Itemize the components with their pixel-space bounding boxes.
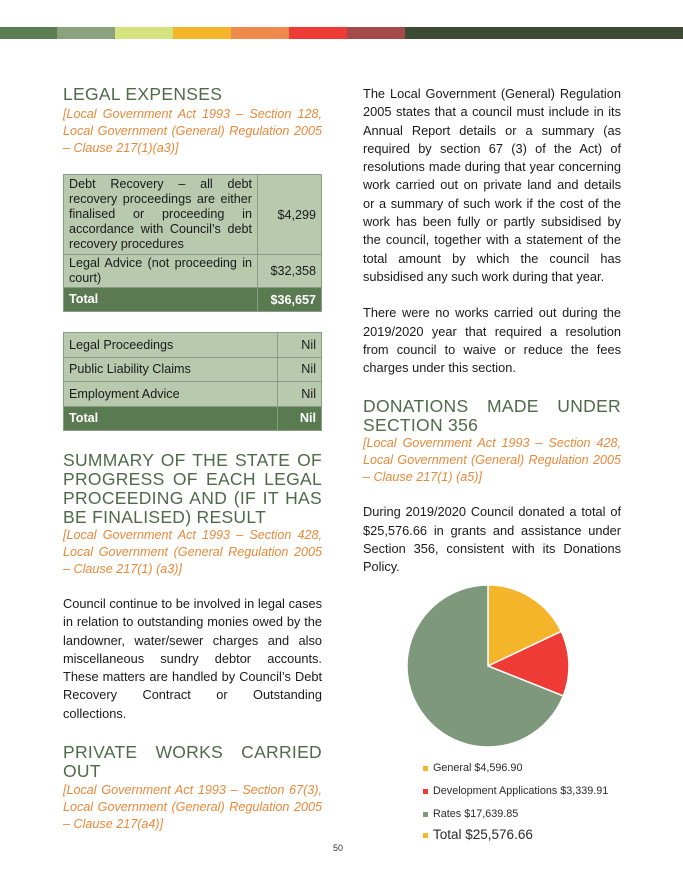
table-cell-label: Legal Proceedings bbox=[64, 333, 278, 358]
header-color-stripe bbox=[0, 27, 683, 39]
table-cell-value: $4,299 bbox=[258, 175, 322, 255]
table-row bbox=[64, 333, 322, 358]
heading-line: PRIVATE WORKS CARRIED bbox=[63, 742, 322, 763]
table-cell-value: Nil bbox=[278, 382, 322, 407]
legend-item-rates bbox=[423, 808, 518, 820]
stripe-segment bbox=[231, 27, 289, 39]
legal-expenses-reference: [Local Government Act 1993 – Section 128, Local Government (General) Regulation 2005 – Clause 217(1)(a3)] bbox=[63, 107, 322, 155]
legend-swatch-development bbox=[423, 789, 428, 794]
donations-reference: [Local Government Act 1993 – Section 428, Local Government (General) Regulation 2005 – Clause 217(1) (a5)] bbox=[363, 436, 621, 485]
stripe-segment bbox=[405, 27, 683, 39]
heading-line: PROGRESS OF EACH LEGAL bbox=[63, 469, 322, 489]
table-total-label: Total bbox=[64, 406, 278, 431]
stripe-segment bbox=[115, 27, 173, 39]
summary-reference: [Local Government Act 1993 – Section 428, Local Government (General Regulation 2005 – Clause 217(1) (a3)] bbox=[63, 528, 322, 576]
table-row bbox=[64, 357, 322, 382]
legend-item-total bbox=[423, 827, 533, 842]
private-works-result: There were no works carried out during the 2019/2020 year that required a resolution from council to waive or reduce the fees charges under this section. bbox=[363, 305, 621, 376]
table-total-value: $36,657 bbox=[258, 288, 322, 312]
private-works-body: The Local Government (General) Regulation 2005 states that a council must include in its Annual Report details or a summary (as required by section 67 (3) of the Act) of resolutions made during that year concerning work carried out on private land and details or a summary of such work if the cost of the work has been fully or partly subsidised by the council, together with a statement of the total amount by which the council has subsidised any such work during that year. bbox=[363, 86, 621, 284]
legend-label: Development Applications $3,339.91 bbox=[433, 785, 609, 797]
table-row bbox=[64, 382, 322, 407]
table-total-row bbox=[64, 406, 322, 431]
table-cell-label: Employment Advice bbox=[64, 382, 278, 407]
table-total-label: Total bbox=[64, 288, 258, 312]
table-cell-label: Public Liability Claims bbox=[64, 357, 278, 382]
table-cell-value: $32,358 bbox=[258, 255, 322, 288]
legend-label: General $4,596.90 bbox=[433, 762, 523, 774]
private-works-heading bbox=[63, 743, 322, 781]
legal-expenses-heading: LEGAL EXPENSES bbox=[63, 84, 223, 104]
table-cell-label: Debt Recovery – all debt recovery proceedings are either finalised or proceeding in accordance with Council’s debt recovery procedures bbox=[64, 175, 258, 255]
legal-claims-table bbox=[63, 332, 322, 431]
heading-line: SUMMARY OF THE STATE OF bbox=[63, 450, 322, 470]
table-row bbox=[64, 255, 322, 288]
stripe-segment bbox=[57, 27, 115, 39]
table-cell-value: Nil bbox=[278, 333, 322, 358]
legal-expenses-table bbox=[63, 174, 322, 312]
legend-swatch-rates bbox=[423, 812, 428, 817]
stripe-segment bbox=[0, 27, 57, 39]
heading-line: PROCEEDING AND (IF IT HAS bbox=[63, 488, 322, 508]
page-number: 50 bbox=[333, 843, 344, 853]
private-works-reference: [Local Government Act 1993 – Section 67(3), Local Government (General) Regulation 2005 – Clause 217(a4)] bbox=[63, 783, 322, 832]
stripe-segment bbox=[289, 27, 347, 39]
legend-total-label: Total $25,576.66 bbox=[433, 827, 533, 842]
stripe-segment bbox=[173, 27, 231, 39]
summary-body: Council continue to be involved in legal cases in relation to outstanding monies owed by the landowner, water/sewer charges and also miscellaneous sundry debtor accounts. These matters are handled by Council’s Debt Recovery Contract or Outstanding collections. bbox=[63, 596, 322, 721]
left-column bbox=[63, 85, 322, 833]
heading-line: BE FINALISED) RESULT bbox=[63, 507, 267, 527]
donations-body: During 2019/2020 Council donated a total of $25,576.66 in grants and assistance under Section 356, consistent with its Donations Policy. bbox=[363, 504, 621, 575]
legend-item-general bbox=[423, 762, 522, 774]
stripe-segment bbox=[347, 27, 405, 39]
donations-pie-chart bbox=[403, 581, 573, 751]
right-column bbox=[363, 85, 621, 577]
legend-item-development bbox=[423, 785, 608, 797]
legend-swatch-total bbox=[423, 833, 428, 838]
donations-heading bbox=[363, 397, 621, 435]
heading-line: SECTION 356 bbox=[363, 415, 479, 436]
table-total-row bbox=[64, 288, 322, 312]
table-row bbox=[64, 175, 322, 255]
table-cell-label: Legal Advice (not proceeding in court) bbox=[64, 255, 258, 288]
heading-line: OUT bbox=[63, 761, 101, 782]
legend-swatch-general bbox=[423, 766, 428, 771]
table-total-value: Nil bbox=[278, 406, 322, 431]
summary-heading bbox=[63, 451, 322, 527]
heading-line: DONATIONS MADE UNDER bbox=[363, 396, 621, 417]
legend-label: Rates $17,639.85 bbox=[433, 808, 519, 820]
table-cell-value: Nil bbox=[278, 357, 322, 382]
